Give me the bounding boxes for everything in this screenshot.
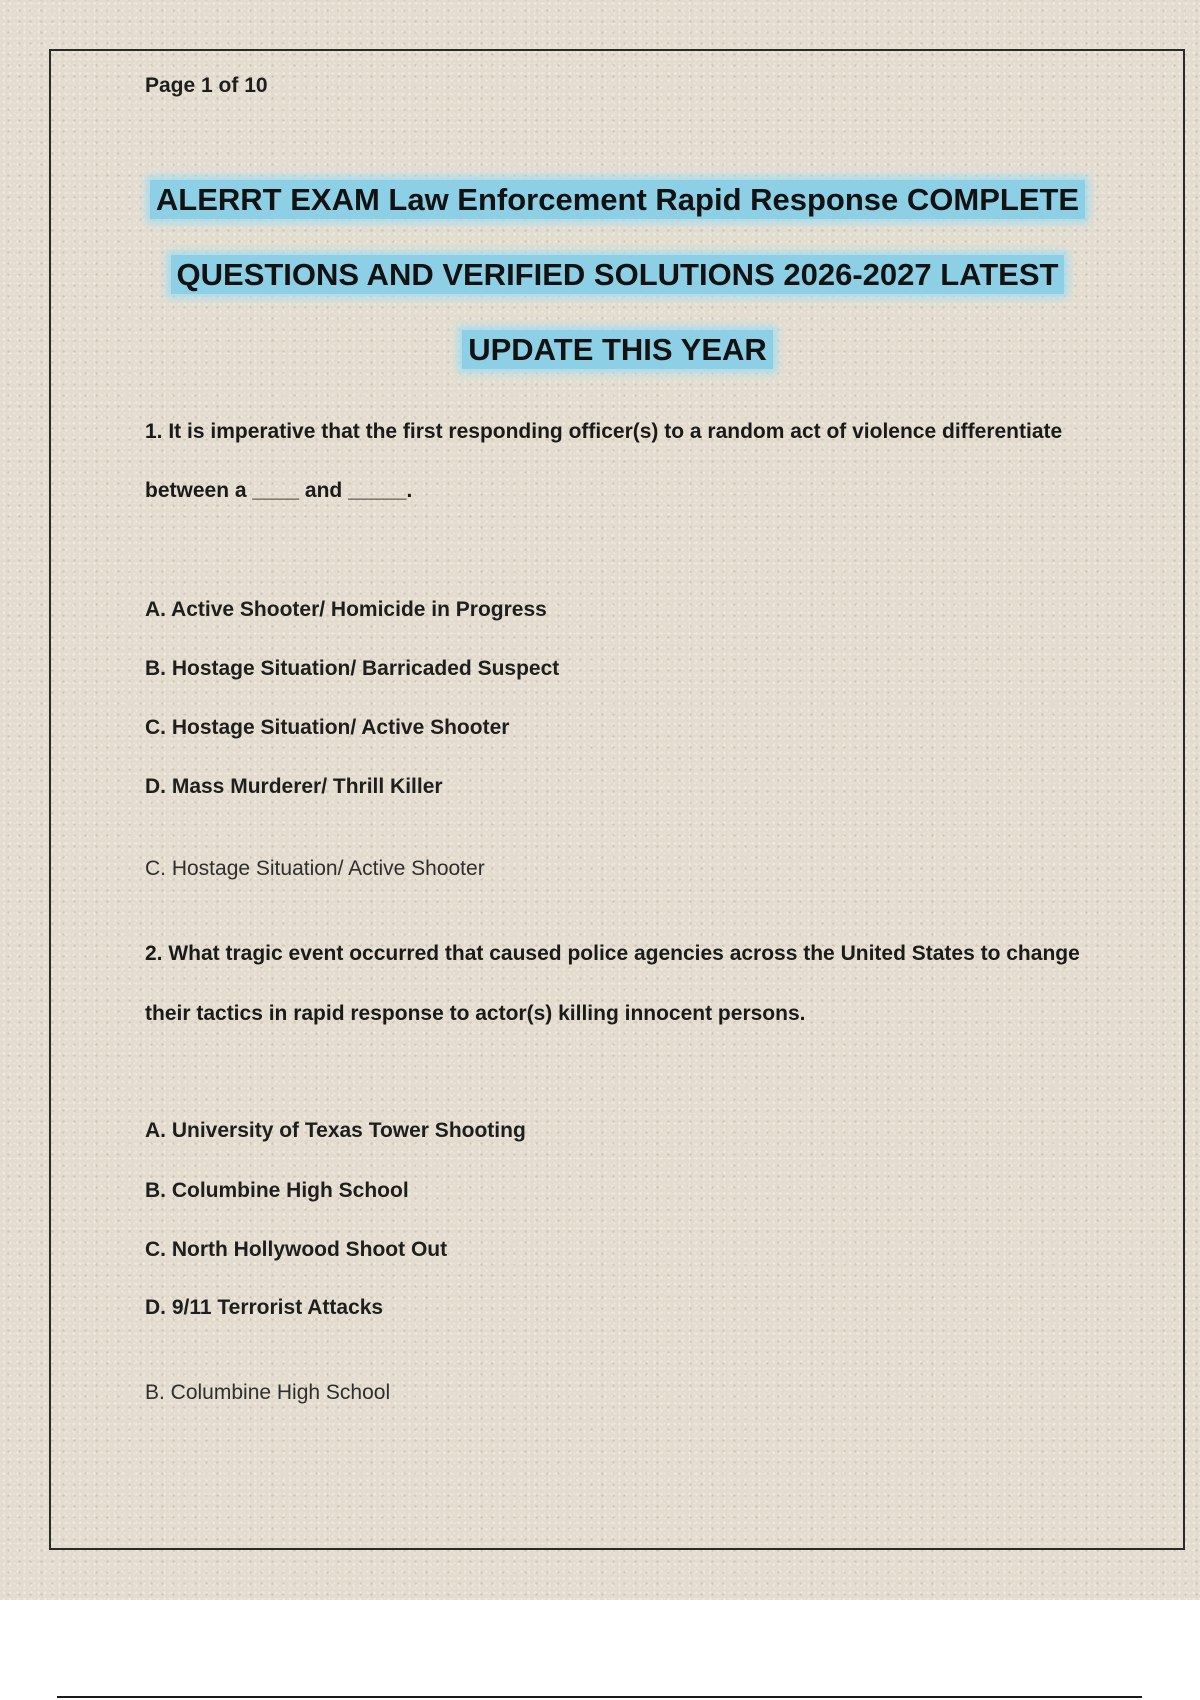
question-1-text-line-2: between a ____ and _____. (145, 479, 413, 502)
document-title-line-1: ALERRT EXAM Law Enforcement Rapid Response COMPLETE (100, 182, 1135, 218)
question-1-answer: C. Hostage Situation/ Active Shooter (145, 857, 485, 880)
question-2-text-line-2: their tactics in rapid response to actor(s) killing innocent persons. (145, 1002, 806, 1025)
question-2-answer: B. Columbine High School (145, 1381, 391, 1404)
question-2-option-c: C. North Hollywood Shoot Out (145, 1238, 448, 1261)
question-2-option-b: B. Columbine High School (145, 1179, 409, 1202)
question-2-option-d: D. 9/11 Terrorist Attacks (145, 1296, 384, 1319)
question-1-option-a: A. Active Shooter/ Homicide in Progress (145, 598, 547, 621)
question-1-option-d: D. Mass Murderer/ Thrill Killer (145, 775, 443, 798)
question-1-text-line-1: 1. It is imperative that the first responding officer(s) to a random act of violence differentiate (145, 420, 1063, 443)
document-title-line-3: UPDATE THIS YEAR (100, 332, 1135, 368)
question-1-option-c: C. Hostage Situation/ Active Shooter (145, 716, 510, 739)
question-1-option-b: B. Hostage Situation/ Barricaded Suspect (145, 657, 560, 680)
footer-rule (57, 1696, 1142, 1698)
question-2-option-a: A. University of Texas Tower Shooting (145, 1119, 526, 1142)
document-title-line-2: QUESTIONS AND VERIFIED SOLUTIONS 2026-2027 LATEST (100, 257, 1135, 293)
page-number: Page 1 of 10 (145, 74, 268, 97)
question-2-text-line-1: 2. What tragic event occurred that caused police agencies across the United States to change (145, 942, 1080, 965)
